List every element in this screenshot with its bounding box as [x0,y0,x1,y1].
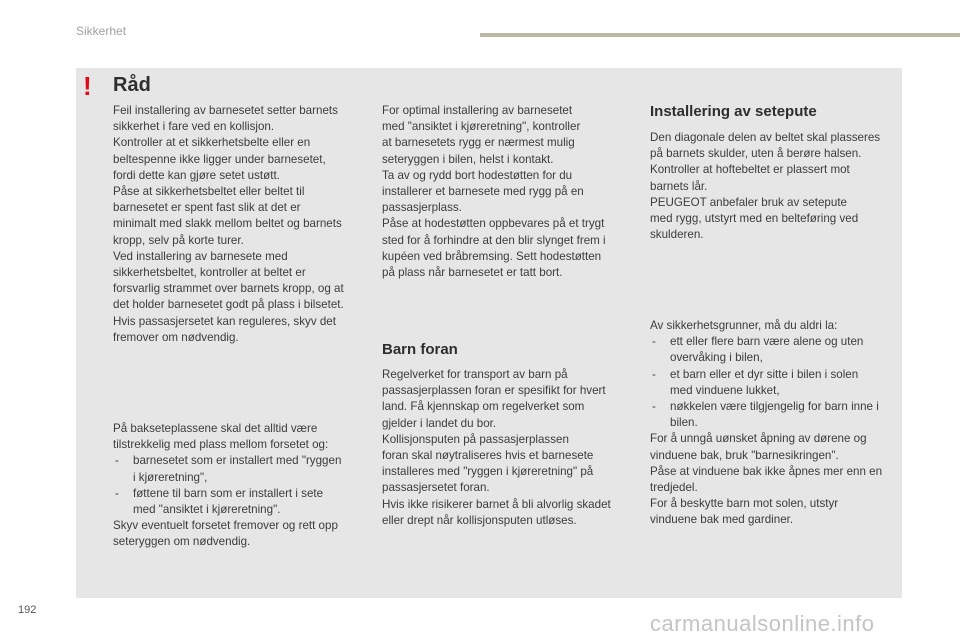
col3-para2-list [650,334,900,431]
heading-setepute: Installering av setepute [650,103,817,120]
page-number: 192 [18,604,37,616]
col2-para2 [382,367,632,529]
col3-para1 [650,130,900,243]
list-item: - nøkkelen være tilgjengelig for barn inne i bilen. [650,399,900,431]
col3-para2-outro: For å unngå uønsket åpning av dørene og vinduene bak, bruk "barnesikringen". Påse at vinduene bak ikke åpnes mer enn en tredjedel. For å beskytte barn mot solen, utstyr vinduene bak med gardiner. [650,432,883,527]
list-item: - ett eller flere barn være alene og uten overvåking i bilen, [650,334,900,366]
page-title: Råd [113,74,151,96]
list-item: - føttene til barn som er installert i sete med "ansiktet i kjøreretning". [113,486,363,518]
watermark: carmanualsonline.info [650,611,875,636]
col1-para2-outro: Skyv eventuelt forsetet fremover og rett opp seteryggen om nødvendig. [113,519,338,549]
heading-barn-foran: Barn foran [382,341,458,358]
col1-para1-text: Feil installering av barnesetet setter barnets sikkerhet i fare ved en kollisjon. Kontroller at et sikkerhetsbelte eller en beltespenne ikke ligger under barnesetet, fordi dette kan gjøre setet ustøtt. Påse at sikkerhetsbeltet eller beltet til barnesetet er spent fast slik at det er minimalt med slakk mellom beltet og barnets kropp, selv på korte turer. Ved installering av barnesete med sikkerhetsbeltet, kontroller at beltet er forsvarlig strammet over barnets kropp, og at det holder barnesetet godt på plass i bilsetet. Hvis passasjersetet kan reguleres, skyv det fremover om nødvendig. [113,104,344,344]
col2-para2-text: Regelverket for transport av barn på passasjerplassen foran er spesifikt for hvert land. Få kjennskap om regelverket som gjelder i landet du bor. Kollisjonsputen på passasjerplassen foran skal nøytraliseres hvis et barnesete installeres med "ryggen i kjøreretning" på passasjersetet foran. Hvis ikke risikerer barnet å bli alvorlig skadet eller drept når kollisjonsputen utløses. [382,368,611,527]
col3-para2 [650,318,900,529]
section-label: Sikkerhet [76,24,127,38]
col2-para1 [382,103,632,281]
col1-para2 [113,421,363,551]
list-item: - barnesetet som er installert med "ryggen i kjøreretning", [113,453,363,485]
col3-para2-intro: Av sikkerhetsgrunner, må du aldri la: [650,319,838,332]
col1-para2-list [113,453,363,518]
list-item: - et barn eller et dyr sitte i bilen i solen med vinduene lukket, [650,367,900,399]
col1-para2-intro: På bakseteplassene skal det alltid være tilstrekkelig med plass mellom forsetet og: [113,422,329,452]
col3-para1-text: Den diagonale delen av beltet skal plasseres på barnets skulder, uten å berøre halsen. Kontroller at hoftebeltet er plassert mot barnets lår. PEUGEOT anbefaler bruk av setepute med rygg, utstyrt med en belteføring ved skulderen. [650,131,881,242]
warning-icon: ! [83,71,92,101]
col1-para1 [113,103,363,346]
header-rule [480,33,960,37]
col2-para1-text: For optimal installering av barnesetet med "ansiktet i kjøreretning", kontroller at barnesetets rygg er nærmest mulig seteryggen i bilen, helst i kontakt. Ta av og rydd bort hodestøtten for du installerer et barnesete med rygg på en passasjerplass. Påse at hodestøtten oppbevares på et trygt sted for å forhindre at den blir slynget frem i kupéen ved bråbremsing. Sett hodestøtten på plass når barnesetet er tatt bort. [382,104,606,280]
